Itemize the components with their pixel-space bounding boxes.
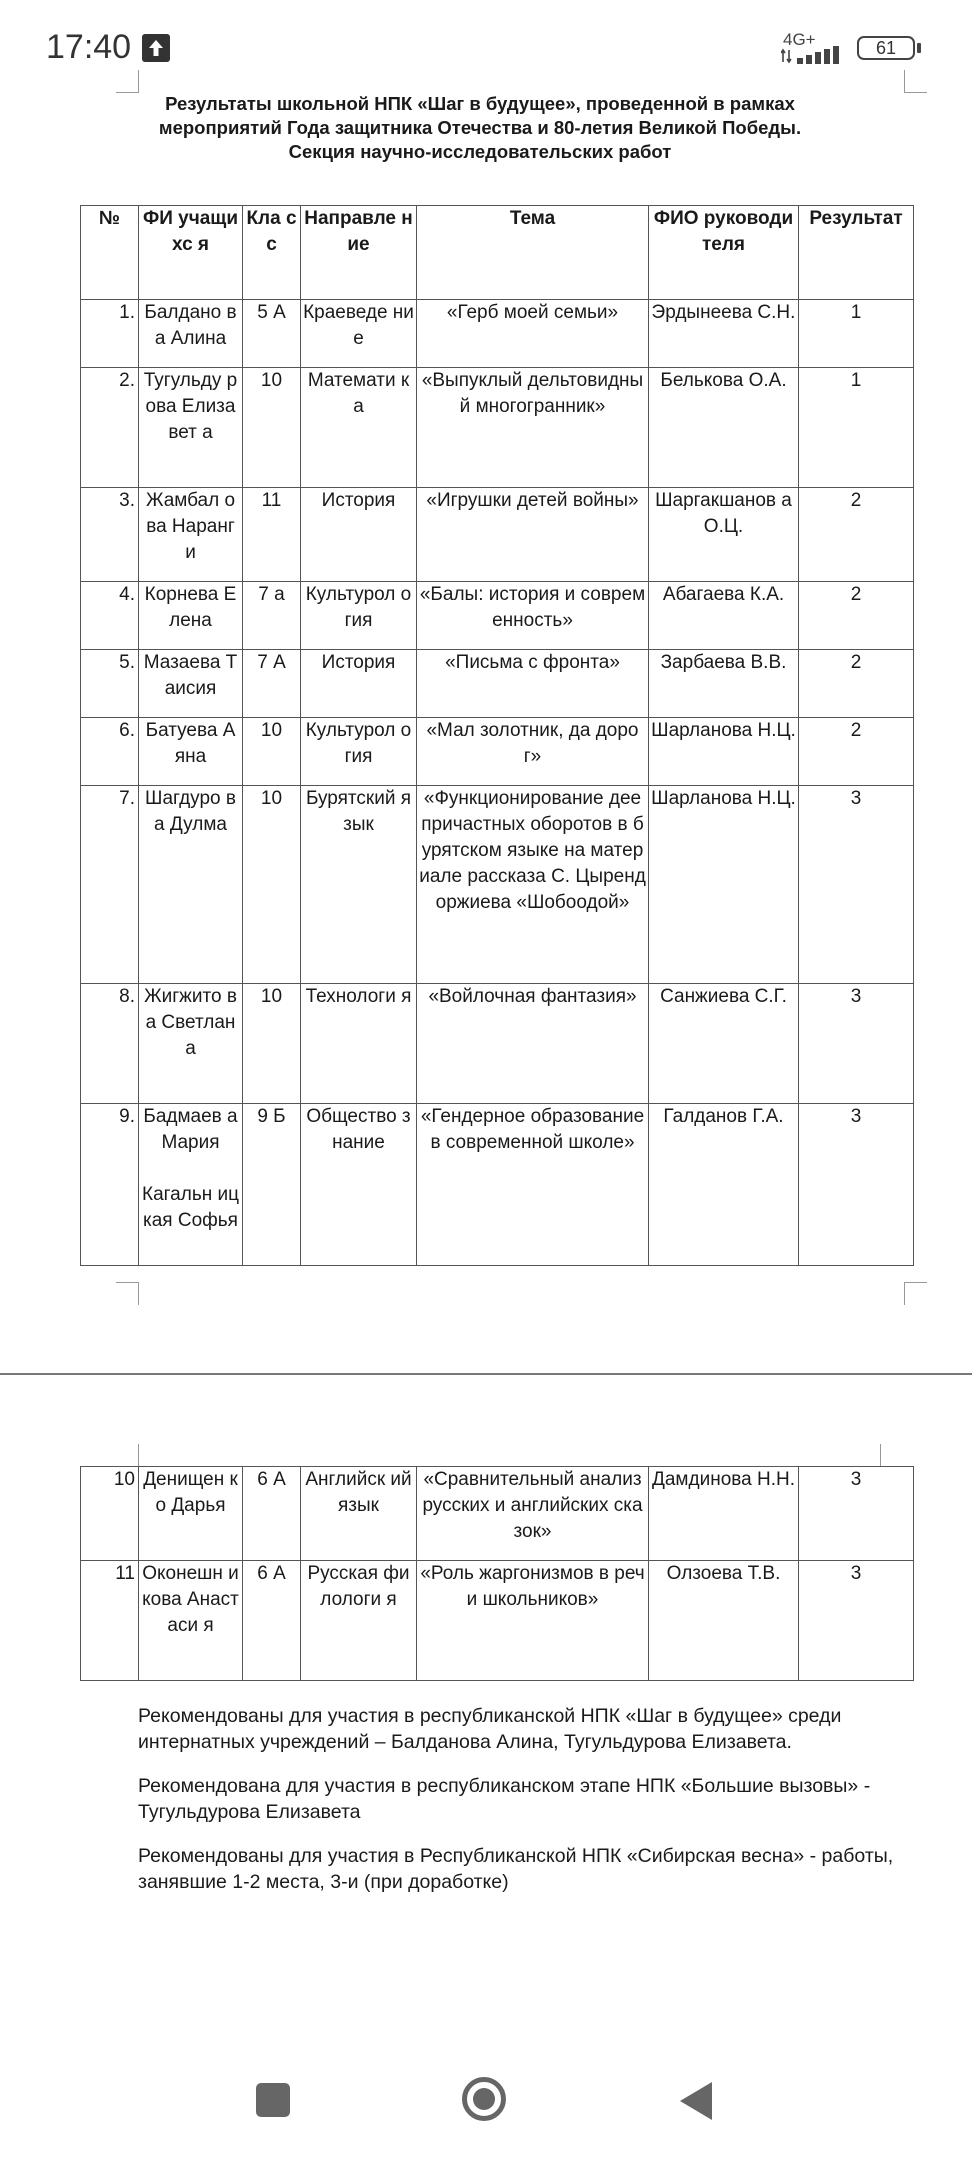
cell-grade-text: 11 [261,490,282,511]
cell-supervisor [649,650,799,718]
cell-number [81,718,139,786]
cell-direction-text: Культурол огия [305,584,412,631]
recommendation-note: Рекомендована для участия в республиканском этапе НПК «Большие вызовы» - Тугульдурова Елизавета [138,1775,871,1823]
cell-grade-text: 10 [260,788,283,809]
table-row [81,300,914,368]
cell-number [81,300,139,368]
cell-result [799,368,914,488]
cell-topic [417,488,649,582]
cell-topic-text: «Гендерное образование в современной школе» [420,1106,645,1153]
cell-grade [243,718,301,786]
cell-result-text: 3 [850,1469,862,1490]
cell-direction-text: История [321,652,396,673]
cell-direction [301,488,417,582]
cell-supervisor [649,368,799,488]
cell-topic-text: «Роль жаргонизмов в речи школьников» [420,1563,645,1610]
cell-result [799,1104,914,1266]
cell-student-text: Тугульду рова Елизавет а [143,370,238,443]
cell-direction-text: Русская филологи я [307,1563,410,1610]
cell-direction-text: Бурятский язык [305,788,412,835]
cell-topic-text: «Мал золотник, да дорог» [426,720,639,767]
cell-supervisor [649,1467,799,1561]
table-row [81,1561,914,1681]
cell-result [799,1561,914,1681]
cell-result [799,582,914,650]
cell-topic-text: «Выпуклый дельтовидный многогранник» [421,370,644,417]
crop-mark-bottom-left [116,1282,139,1305]
cell-supervisor-text: Олзоева Т.В. [666,1563,781,1584]
network-type: 4G+ [783,30,816,49]
document-title: Результаты школьной НПК «Шаг в будущее», проведенной в рамках мероприятий Года защитника Отечества и 80-летия Великой Победы. Секция научно-исследовательских работ [158,93,802,162]
cell-supervisor [649,488,799,582]
cell-topic [417,368,649,488]
cell-number [81,1104,139,1266]
cell-student-text: Балдано ва Алина [144,302,237,349]
table-row [81,1467,914,1561]
cell-direction [301,368,417,488]
back-button[interactable] [678,2080,714,2127]
column-header-student-text: ФИ учащихс я [142,208,239,255]
cell-result-text: 2 [850,490,862,511]
cell-supervisor [649,984,799,1104]
cell-topic [417,786,649,984]
cell-topic-text: «Балы: история и современность» [419,584,646,631]
column-header-number [81,206,139,300]
cell-topic [417,1467,649,1561]
recents-button[interactable] [256,2083,290,2117]
cell-direction [301,650,417,718]
cell-direction-text: Общество знание [306,1106,411,1153]
crop-mark-top-right-page2 [880,1444,903,1467]
cell-grade [243,786,301,984]
cell-grade [243,1467,301,1561]
column-header-supervisor [649,206,799,300]
cell-number-text: 4. [119,584,135,605]
cell-topic [417,650,649,718]
cell-result-text: 3 [850,1106,862,1127]
cell-student [139,718,243,786]
cell-result [799,718,914,786]
cell-supervisor-text: Шарланова Н.Ц. [651,788,796,809]
status-bar [0,0,972,100]
cell-number-text: 2. [119,370,135,391]
cell-result [799,984,914,1104]
cell-result [799,300,914,368]
cell-grade-text: 6 А [257,1469,286,1490]
cell-topic-text: «Письма с фронта» [445,652,620,673]
cell-result [799,786,914,984]
cell-student-text: Оконешн икова Анастаси я [142,1563,239,1636]
cell-student-text: Шагдуро ва Дулма [145,788,236,835]
cell-result-text: 3 [850,986,862,1007]
cell-student [139,368,243,488]
column-header-number-text: № [98,208,121,229]
column-header-direction [301,206,417,300]
cell-supervisor [649,300,799,368]
cell-topic [417,718,649,786]
cell-number-text: 1. [119,302,135,323]
table-row [81,488,914,582]
table-header-row [81,206,914,300]
cell-number [81,984,139,1104]
results-table-continued [80,1466,914,1681]
cell-result [799,1467,914,1561]
table-row [81,650,914,718]
cell-supervisor [649,786,799,984]
column-header-result-text: Результат [809,208,903,229]
cell-result-text: 3 [850,788,862,809]
column-header-result [799,206,914,300]
cell-number [81,488,139,582]
cell-student [139,786,243,984]
cell-direction-text: Технологи я [305,986,412,1007]
recommendation-note: Рекомендованы для участия в Республиканской НПК «Сибирская весна» - работы, занявшие 1-2 места, 3-и (при доработке) [138,1845,894,1893]
cell-number-text: 8. [119,986,135,1007]
cell-number [81,368,139,488]
cell-direction [301,984,417,1104]
cell-student [139,1104,243,1266]
column-header-supervisor-text: ФИО руководителя [653,208,794,255]
crop-mark-top-left [116,70,139,93]
table-row [81,582,914,650]
battery-icon: 61 [857,36,915,60]
cell-topic [417,1104,649,1266]
cell-student-text: Корнева Елена [144,584,237,631]
cell-student-text: Бадмаев а Мария Кагальн ицкая Софья [142,1106,239,1231]
cell-grade-text: 10 [260,720,283,741]
cell-direction [301,300,417,368]
cell-number-text: 7. [119,788,135,809]
page-divider [0,1373,972,1375]
cell-direction [301,1467,417,1561]
table-row [81,368,914,488]
cell-student [139,582,243,650]
cell-direction [301,718,417,786]
cell-topic-text: «Функционирование деепричастных оборотов в бурятском языке на материале рассказа С. Цырендоржиева «Шобоодой» [419,788,646,913]
cell-student-text: Денищен ко Дарья [143,1469,238,1516]
crop-mark-bottom-right [904,1282,927,1305]
cell-topic-text: «Игрушки детей войны» [426,490,639,511]
cell-supervisor [649,582,799,650]
cell-number-text: 5. [119,652,135,673]
cell-grade [243,984,301,1104]
cell-supervisor [649,718,799,786]
cell-topic [417,1561,649,1681]
cell-grade [243,650,301,718]
cell-topic-text: «Герб моей семьи» [446,302,619,323]
cell-direction-text: Английск ий язык [305,1469,412,1516]
cell-topic [417,300,649,368]
cell-grade [243,368,301,488]
cell-number-text: 9. [119,1106,135,1127]
cell-supervisor-text: Зарбаева В.В. [660,652,787,673]
cell-student-text: Жигжито ва Светлан а [144,986,237,1059]
cell-grade-text: 7 А [257,652,286,673]
cell-result-text: 2 [850,720,862,741]
cell-number-text: 10 [113,1469,135,1490]
cell-result-text: 2 [850,652,862,673]
cell-supervisor-text: Шаргакшанов а О.Ц. [655,490,792,537]
cell-grade [243,488,301,582]
cell-direction [301,1561,417,1681]
cell-result-text: 1 [850,302,862,323]
column-header-student [139,206,243,300]
cell-supervisor-text: Эрдынеева С.Н. [651,302,796,323]
cell-student [139,488,243,582]
cell-grade [243,1104,301,1266]
cell-grade [243,300,301,368]
crop-mark-top-right [904,70,927,93]
cell-supervisor [649,1561,799,1681]
column-header-grade-text: Кла сс [246,208,297,255]
recommendations [138,1703,918,1913]
cell-student [139,1561,243,1681]
column-header-topic [417,206,649,300]
column-header-grade [243,206,301,300]
cell-result-text: 3 [850,1563,862,1584]
cell-grade-text: 10 [260,370,283,391]
cell-number-text: 3. [119,490,135,511]
cell-grade-text: 6 А [257,1563,286,1584]
cell-number [81,1467,139,1561]
cell-topic [417,984,649,1104]
cell-number [81,650,139,718]
cell-number [81,786,139,984]
cell-direction [301,786,417,984]
cell-supervisor-text: Абагаева К.А. [662,584,785,605]
cell-supervisor [649,1104,799,1266]
cell-student [139,300,243,368]
cell-supervisor-text: Галданов Г.А. [663,1106,784,1127]
cell-direction-text: Математи ка [307,370,410,417]
cell-grade-text: 5 А [257,302,286,323]
cell-grade-text: 10 [260,986,283,1007]
cell-grade [243,1561,301,1681]
cell-topic [417,582,649,650]
cell-result [799,650,914,718]
cell-grade-text: 7 а [258,584,285,605]
cell-topic-text: «Войлочная фантазия» [428,986,637,1007]
home-icon [473,2088,495,2110]
cell-student-text: Мазаева Таисия [143,652,238,699]
cell-direction [301,1104,417,1266]
table-row [81,1104,914,1266]
column-header-topic-text: Тема [509,208,556,229]
cell-result [799,488,914,582]
table-row [81,718,914,786]
cell-grade [243,582,301,650]
cell-number [81,582,139,650]
status-time: 17:40 [46,28,132,66]
signal-strength-icon [781,46,843,69]
cell-direction-text: Краеведе ние [303,302,414,349]
cell-supervisor-text: Белькова О.А. [660,370,787,391]
cell-result-text: 1 [850,370,862,391]
column-header-direction-text: Направле ние [304,208,413,255]
table-row [81,786,914,984]
cell-direction-text: История [321,490,396,511]
crop-mark-top-left-page2 [116,1444,139,1467]
cell-supervisor-text: Шарланова Н.Ц. [651,720,796,741]
cell-student-text: Жамбал ова Наранги [145,490,236,563]
cell-student [139,650,243,718]
upload-icon [142,34,170,62]
cell-grade-text: 9 Б [257,1106,286,1127]
cell-number-text: 6. [119,720,135,741]
cell-number [81,1561,139,1681]
battery-tip [917,43,921,53]
cell-student [139,1467,243,1561]
cell-direction [301,582,417,650]
cell-supervisor-text: Санжиева С.Г. [660,986,787,1007]
cell-direction-text: Культурол огия [305,720,412,767]
cell-student [139,984,243,1104]
cell-topic-text: «Сравнительный анализ русских и английских сказок» [422,1469,643,1542]
cell-result-text: 2 [850,584,862,605]
recommendation-note: Рекомендованы для участия в республиканской НПК «Шаг в будущее» среди интернатных учреждений – Балданова Алина, Тугульдурова Елизавета. [138,1705,842,1753]
cell-student-text: Батуева Аяна [145,720,236,767]
cell-supervisor-text: Дамдинова Н.Н. [652,1469,795,1490]
results-table [80,205,914,1266]
table-row [81,984,914,1104]
cell-number-text: 11 [115,1563,135,1584]
